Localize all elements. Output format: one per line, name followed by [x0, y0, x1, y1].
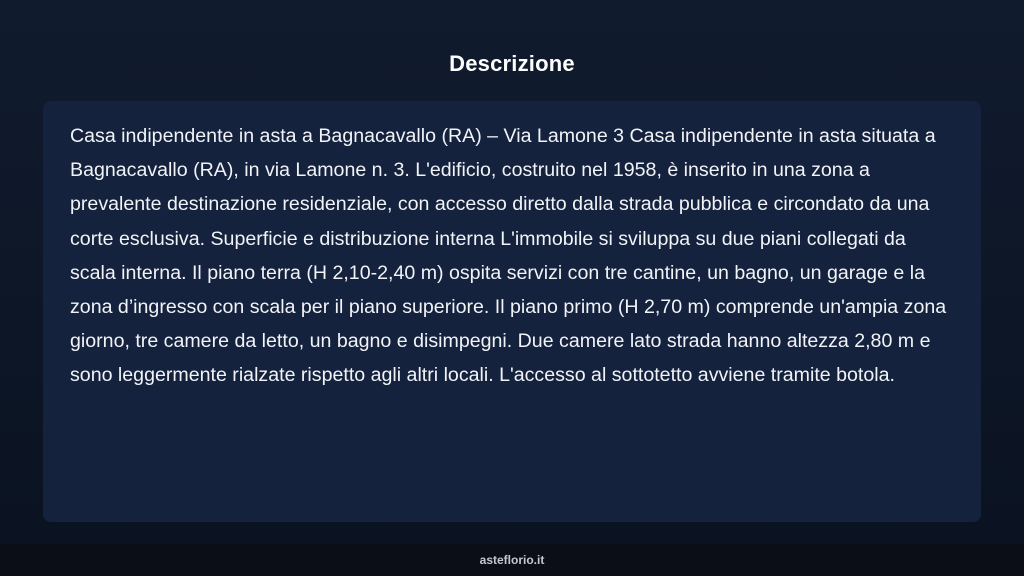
footer: [0, 544, 1024, 576]
description-text: Casa indipendente in asta a Bagnacavallo (RA) – Via Lamone 3 Casa indipendente in asta situata a Bagnacavallo (RA), in via Lamone n. 3. L'edificio, costruito nel 1958, è inserito in una zona a prevalente destinazione residenziale, con accesso diretto dalla strada pubblica e circondato da una corte esclusiva. Superficie e distribuzione interna L'immobile si sviluppa su due piani collegati da scala interna. Il piano terra (H 2,10-2,40 m) ospita servizi con tre cantine, un bagno, un garage e la zona d’ingresso con scala per il piano superiore. Il piano primo (H 2,70 m) comprende un'ampia zona giorno, tre camere da letto, un bagno e disimpegni. Due camere lato strada hanno altezza 2,80 m e sono leggermente rialzate rispetto agli altri locali. L'accesso al sottotetto avviene tramite botola.: [70, 125, 947, 387]
page-title: Descrizione: [449, 51, 575, 76]
footer-site-label: asteflorio.it: [479, 553, 545, 567]
description-panel: [43, 101, 981, 522]
